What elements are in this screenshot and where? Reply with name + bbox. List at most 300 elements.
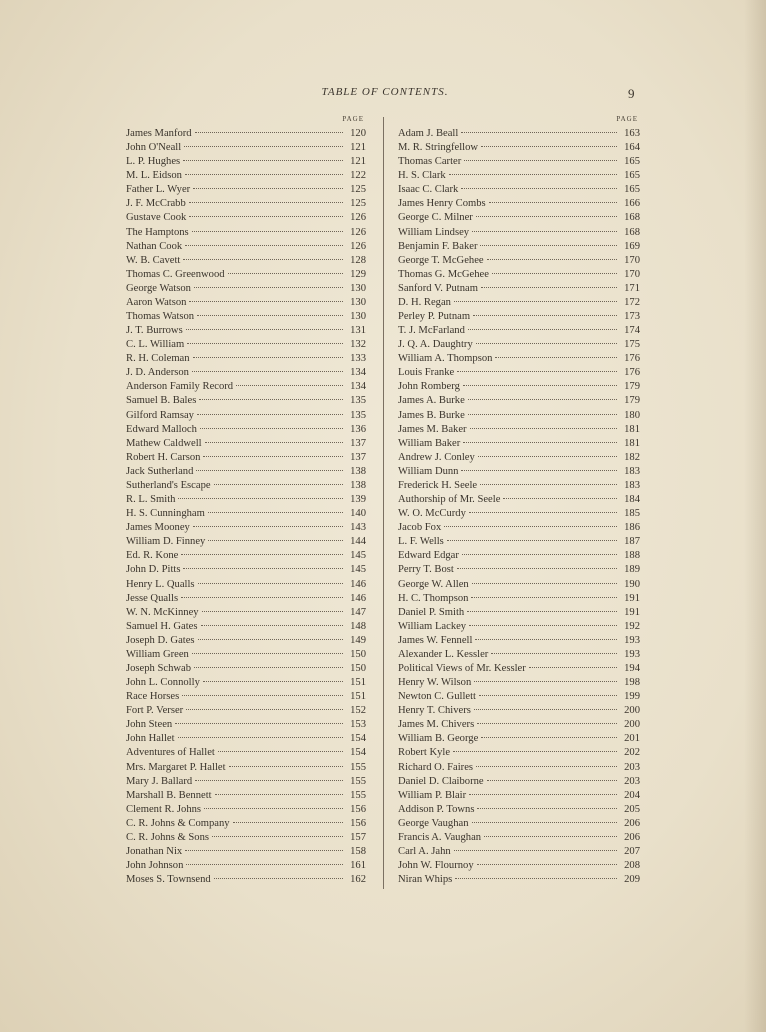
toc-entry bbox=[398, 732, 640, 746]
toc-entry-page: 171 bbox=[624, 282, 640, 294]
toc-entry-page: 138 bbox=[350, 479, 366, 491]
toc-entry-title: Nathan Cook bbox=[126, 240, 183, 252]
toc-entry-page: 169 bbox=[624, 240, 640, 252]
toc-entry-title: William A. Thompson bbox=[398, 353, 493, 365]
dot-leader bbox=[484, 836, 617, 837]
dot-leader bbox=[181, 597, 343, 598]
toc-entry bbox=[398, 394, 640, 408]
toc-entry-page: 120 bbox=[350, 128, 366, 139]
toc-entry bbox=[126, 141, 366, 155]
toc-entry-page: 176 bbox=[624, 367, 640, 379]
toc-entry-title: William Baker bbox=[398, 437, 461, 449]
toc-entry-page: 164 bbox=[624, 142, 640, 154]
toc-entry bbox=[398, 873, 640, 887]
toc-entry-page: 176 bbox=[624, 353, 640, 365]
toc-entry-title: Thomas C. Greenwood bbox=[126, 268, 225, 280]
toc-entry bbox=[398, 324, 640, 338]
toc-entry-title: William Green bbox=[126, 648, 189, 660]
toc-entry bbox=[126, 310, 366, 324]
dot-leader bbox=[185, 850, 343, 851]
toc-entry-page: 168 bbox=[624, 226, 640, 238]
toc-entry-title: Sanford V. Putnam bbox=[398, 282, 478, 294]
toc-entry-title: James M. Baker bbox=[398, 423, 467, 435]
toc-entry-page: 152 bbox=[350, 705, 366, 717]
toc-entry-title: James Manford bbox=[126, 128, 192, 139]
toc-entry-title: J. Q. A. Daughtry bbox=[398, 339, 473, 351]
toc-entry-page: 135 bbox=[350, 409, 366, 421]
toc-entry bbox=[398, 521, 640, 535]
toc-entry bbox=[398, 169, 640, 183]
toc-entry-page: 206 bbox=[624, 831, 640, 843]
toc-entry-title: George Watson bbox=[126, 282, 191, 294]
toc-entry-page: 208 bbox=[624, 860, 640, 872]
dot-leader bbox=[203, 681, 343, 682]
dot-leader bbox=[468, 399, 617, 400]
toc-entry bbox=[126, 423, 366, 437]
toc-entry-title: W. B. Cavett bbox=[126, 254, 181, 266]
toc-entry bbox=[126, 324, 366, 338]
toc-entry-page: 186 bbox=[624, 522, 640, 534]
dot-leader bbox=[229, 766, 343, 767]
dot-leader bbox=[447, 540, 617, 541]
toc-entry bbox=[398, 549, 640, 563]
toc-entry-page: 200 bbox=[624, 705, 640, 717]
toc-entry-title: Addison P. Towns bbox=[398, 803, 475, 815]
toc-entry-page: 202 bbox=[624, 747, 640, 759]
dot-leader bbox=[198, 639, 343, 640]
toc-entry-page: 188 bbox=[624, 550, 640, 562]
toc-entry-page: 139 bbox=[350, 494, 366, 506]
toc-entry-page: 205 bbox=[624, 803, 640, 815]
toc-entry bbox=[398, 352, 640, 366]
dot-leader bbox=[477, 723, 617, 724]
toc-entry bbox=[398, 845, 640, 859]
toc-entry bbox=[126, 592, 366, 606]
toc-entry-title: Carl A. Jahn bbox=[398, 845, 451, 857]
toc-entry-title: Mary J. Ballard bbox=[126, 775, 193, 787]
toc-entry-title: Aaron Watson bbox=[126, 296, 187, 308]
toc-entry-title: Thomas Watson bbox=[126, 311, 195, 323]
toc-entry-title: Edward Edgar bbox=[398, 550, 459, 562]
toc-entry bbox=[126, 789, 366, 803]
dot-leader bbox=[194, 287, 343, 288]
toc-entry-page: 151 bbox=[350, 691, 366, 703]
toc-entry bbox=[126, 859, 366, 873]
toc-entry-page: 145 bbox=[350, 564, 366, 576]
dot-leader bbox=[189, 202, 343, 203]
toc-entry bbox=[398, 183, 640, 197]
toc-entry bbox=[126, 690, 366, 704]
page-edge-shadow bbox=[744, 0, 766, 1032]
toc-entry-page: 192 bbox=[624, 620, 640, 632]
dot-leader bbox=[457, 371, 617, 372]
toc-entry-page: 184 bbox=[624, 494, 640, 506]
toc-entry-page: 131 bbox=[350, 325, 366, 337]
toc-entry bbox=[126, 817, 366, 831]
toc-entry-title: William D. Finney bbox=[126, 536, 206, 548]
toc-entry-title: R. L. Smith bbox=[126, 494, 176, 506]
toc-entry-page: 165 bbox=[624, 170, 640, 182]
toc-entry-title: Samuel H. Gates bbox=[126, 620, 198, 632]
toc-entry bbox=[126, 831, 366, 845]
dot-leader bbox=[178, 498, 343, 499]
toc-entry-page: 206 bbox=[624, 817, 640, 829]
toc-entry bbox=[398, 704, 640, 718]
toc-entry-title: John O'Neall bbox=[126, 142, 182, 154]
toc-entry-title: Andrew J. Conley bbox=[398, 451, 475, 463]
page-column-label: PAGE bbox=[342, 115, 364, 123]
toc-entry-page: 156 bbox=[350, 817, 366, 829]
dot-leader bbox=[468, 414, 617, 415]
dot-leader bbox=[477, 808, 617, 809]
dot-leader bbox=[185, 245, 343, 246]
toc-entry-title: Benjamin F. Baker bbox=[398, 240, 478, 252]
dot-leader bbox=[212, 836, 343, 837]
dot-leader bbox=[444, 526, 617, 527]
toc-entry bbox=[398, 578, 640, 592]
dot-leader bbox=[218, 751, 343, 752]
toc-entry-page: 137 bbox=[350, 451, 366, 463]
dot-leader bbox=[471, 597, 617, 598]
dot-leader bbox=[477, 864, 617, 865]
dot-leader bbox=[469, 625, 617, 626]
toc-entry bbox=[126, 746, 366, 760]
dot-leader bbox=[454, 850, 617, 851]
toc-entry bbox=[126, 535, 366, 549]
toc-entry-title: J. D. Anderson bbox=[126, 367, 189, 379]
toc-entry-page: 172 bbox=[624, 296, 640, 308]
toc-column-left bbox=[126, 115, 366, 887]
toc-entry-title: Clement R. Johns bbox=[126, 803, 202, 815]
page-title: TABLE OF CONTENTS. bbox=[321, 86, 449, 98]
toc-entry-title: John Johnson bbox=[126, 860, 184, 872]
toc-entry bbox=[398, 127, 640, 141]
dot-leader bbox=[194, 667, 343, 668]
toc-entry-page: 175 bbox=[624, 339, 640, 351]
toc-entry bbox=[398, 310, 640, 324]
toc-entry bbox=[398, 254, 640, 268]
toc-entry-page: 145 bbox=[350, 550, 366, 562]
toc-entry bbox=[126, 563, 366, 577]
toc-entry bbox=[398, 648, 640, 662]
toc-entry-page: 140 bbox=[350, 508, 366, 520]
dot-leader bbox=[208, 512, 343, 513]
toc-entry-title: John Hallet bbox=[126, 733, 175, 745]
toc-entry bbox=[398, 634, 640, 648]
dot-leader bbox=[236, 385, 343, 386]
toc-entry bbox=[126, 507, 366, 521]
toc-entry-title: James B. Burke bbox=[398, 409, 465, 421]
dot-leader bbox=[204, 808, 343, 809]
toc-entry-title: Political Views of Mr. Kessler bbox=[398, 662, 526, 674]
toc-entry-title: R. H. Coleman bbox=[126, 353, 190, 365]
toc-entry bbox=[126, 169, 366, 183]
toc-entry bbox=[126, 155, 366, 169]
toc-entry-page: 147 bbox=[350, 606, 366, 618]
toc-entry-title: Perley P. Putnam bbox=[398, 311, 471, 323]
toc-column-right bbox=[398, 115, 640, 887]
toc-entry bbox=[398, 718, 640, 732]
toc-entry-page: 125 bbox=[350, 198, 366, 210]
toc-entry bbox=[126, 197, 366, 211]
toc-entry-title: John Steen bbox=[126, 719, 173, 731]
toc-entry-page: 151 bbox=[350, 677, 366, 689]
toc-entry-page: 193 bbox=[624, 634, 640, 646]
toc-entry-page: 130 bbox=[350, 282, 366, 294]
toc-entry bbox=[398, 338, 640, 352]
toc-entry-page: 165 bbox=[624, 184, 640, 196]
toc-entry-page: 146 bbox=[350, 578, 366, 590]
toc-entry bbox=[398, 817, 640, 831]
page-number: 9 bbox=[628, 86, 635, 101]
toc-entry bbox=[398, 563, 640, 577]
toc-entry-page: 203 bbox=[624, 775, 640, 787]
toc-entry-page: 144 bbox=[350, 536, 366, 548]
dot-leader bbox=[215, 794, 343, 795]
dot-leader bbox=[195, 780, 343, 781]
toc-entry-title: Jack Sutherland bbox=[126, 465, 194, 477]
toc-entry bbox=[398, 746, 640, 760]
toc-entry-title: Adam J. Beall bbox=[398, 128, 459, 139]
toc-entry-title: W. O. McCurdy bbox=[398, 508, 466, 520]
dot-leader bbox=[455, 878, 617, 879]
dot-leader bbox=[476, 343, 617, 344]
dot-leader bbox=[467, 611, 617, 612]
toc-entry-title: James W. Fennell bbox=[398, 634, 473, 646]
toc-entry bbox=[126, 380, 366, 394]
dot-leader bbox=[175, 723, 343, 724]
toc-entry bbox=[126, 254, 366, 268]
dot-leader bbox=[178, 737, 343, 738]
toc-entry bbox=[126, 732, 366, 746]
toc-entry-page: 185 bbox=[624, 508, 640, 520]
toc-entry-title: George C. Milner bbox=[398, 212, 473, 224]
dot-leader bbox=[186, 329, 343, 330]
toc-entry-title: Francis A. Vaughan bbox=[398, 831, 482, 843]
dot-leader bbox=[457, 568, 617, 569]
toc-entry bbox=[126, 761, 366, 775]
toc-entry bbox=[398, 479, 640, 493]
toc-entry-page: 181 bbox=[624, 437, 640, 449]
toc-entry bbox=[126, 479, 366, 493]
toc-entry bbox=[398, 423, 640, 437]
dot-leader bbox=[472, 583, 617, 584]
toc-entry-title: The Hamptons bbox=[126, 226, 189, 238]
toc-entry-page: 204 bbox=[624, 789, 640, 801]
toc-entry-title: Jonathan Nix bbox=[126, 845, 183, 857]
toc-entry-title: Gustave Cook bbox=[126, 212, 187, 224]
toc-entry-title: John Romberg bbox=[398, 381, 460, 393]
toc-entry bbox=[126, 493, 366, 507]
toc-entry-page: 128 bbox=[350, 254, 366, 266]
toc-entry bbox=[398, 535, 640, 549]
toc-entry-page: 209 bbox=[624, 874, 640, 886]
toc-entry bbox=[398, 282, 640, 296]
toc-entry-title: Authorship of Mr. Seele bbox=[398, 494, 501, 506]
toc-entry bbox=[398, 662, 640, 676]
toc-entry bbox=[398, 451, 640, 465]
toc-entry bbox=[126, 845, 366, 859]
dot-leader bbox=[454, 301, 617, 302]
toc-entry bbox=[126, 775, 366, 789]
toc-entry-title: H. S. Clark bbox=[398, 170, 446, 182]
toc-entry bbox=[126, 634, 366, 648]
toc-entry-title: Mrs. Margaret P. Hallet bbox=[126, 761, 226, 773]
dot-leader bbox=[461, 132, 617, 133]
toc-entry-title: George Vaughan bbox=[398, 817, 469, 829]
toc-entry bbox=[126, 183, 366, 197]
toc-entry-page: 162 bbox=[350, 874, 366, 886]
toc-entry-page: 137 bbox=[350, 437, 366, 449]
dot-leader bbox=[214, 878, 343, 879]
toc-entry-title: Sutherland's Escape bbox=[126, 479, 211, 491]
dot-leader bbox=[197, 414, 343, 415]
toc-entry-title: Henry W. Wilson bbox=[398, 677, 472, 689]
toc-entry-page: 187 bbox=[624, 536, 640, 548]
toc-entry-title: Gilford Ramsay bbox=[126, 409, 194, 421]
dot-leader bbox=[203, 456, 343, 457]
dot-leader bbox=[480, 484, 617, 485]
toc-entry-page: 163 bbox=[624, 128, 640, 139]
toc-entry-title: J. F. McCrabb bbox=[126, 198, 186, 210]
toc-entry-title: John W. Flournoy bbox=[398, 860, 474, 872]
dot-leader bbox=[228, 273, 343, 274]
toc-entry-page: 130 bbox=[350, 296, 366, 308]
toc-entry-page: 126 bbox=[350, 226, 366, 238]
toc-entry-title: Samuel B. Bales bbox=[126, 395, 197, 407]
dot-leader bbox=[491, 653, 617, 654]
toc-entry-title: M. L. Eidson bbox=[126, 170, 182, 182]
toc-entry bbox=[126, 578, 366, 592]
toc-entry-title: Niran Whips bbox=[398, 874, 453, 886]
dot-leader bbox=[472, 822, 617, 823]
dot-leader bbox=[197, 315, 343, 316]
dot-leader bbox=[481, 146, 617, 147]
toc-entry-title: George T. McGehee bbox=[398, 254, 484, 266]
toc-entry-title: Thomas Carter bbox=[398, 156, 462, 168]
dot-leader bbox=[185, 174, 343, 175]
dot-leader bbox=[214, 484, 343, 485]
dot-leader bbox=[474, 681, 617, 682]
toc-entry-page: 183 bbox=[624, 465, 640, 477]
toc-entry bbox=[126, 718, 366, 732]
toc-entry-title: Henry L. Qualls bbox=[126, 578, 195, 590]
toc-entry-page: 189 bbox=[624, 564, 640, 576]
toc-entry-page: 148 bbox=[350, 620, 366, 632]
dot-leader bbox=[193, 188, 343, 189]
toc-entry-page: 135 bbox=[350, 395, 366, 407]
toc-entry-page: 130 bbox=[350, 311, 366, 323]
toc-entry bbox=[398, 493, 640, 507]
toc-entry-title: Alexander L. Kessler bbox=[398, 648, 489, 660]
toc-entry bbox=[398, 268, 640, 282]
toc-entry bbox=[126, 226, 366, 240]
dot-leader bbox=[475, 639, 617, 640]
dot-leader bbox=[463, 442, 617, 443]
toc-entry bbox=[398, 803, 640, 817]
toc-entry-title: M. R. Stringfellow bbox=[398, 142, 479, 154]
toc-entry-title: William Dunn bbox=[398, 465, 459, 477]
dot-leader bbox=[487, 259, 617, 260]
toc-entry-page: 146 bbox=[350, 592, 366, 604]
toc-entry-title: Marshall B. Bennett bbox=[126, 789, 212, 801]
toc-entry-page: 203 bbox=[624, 761, 640, 773]
toc-entry-title: Ed. R. Kone bbox=[126, 550, 179, 562]
toc-entry-title: Fort P. Verser bbox=[126, 705, 184, 717]
toc-entry-page: 201 bbox=[624, 733, 640, 745]
toc-entry-title: Jacob Fox bbox=[398, 522, 442, 534]
toc-entry-title: C. L. William bbox=[126, 339, 185, 351]
toc-entry-title: James Mooney bbox=[126, 522, 190, 534]
dot-leader bbox=[208, 540, 343, 541]
toc-entry-page: 157 bbox=[350, 831, 366, 843]
toc-entry-title: Anderson Family Record bbox=[126, 381, 234, 393]
dot-leader bbox=[464, 160, 617, 161]
dot-leader bbox=[183, 568, 343, 569]
toc-entry-title: T. J. McFarland bbox=[398, 325, 465, 337]
page-column-label: PAGE bbox=[616, 115, 638, 123]
toc-entry-page: 173 bbox=[624, 311, 640, 323]
toc-entry-page: 125 bbox=[350, 184, 366, 196]
toc-entry bbox=[398, 240, 640, 254]
toc-entry-page: 166 bbox=[624, 198, 640, 210]
toc-entry bbox=[398, 789, 640, 803]
dot-leader bbox=[479, 695, 617, 696]
dot-leader bbox=[480, 245, 617, 246]
dot-leader bbox=[495, 357, 617, 358]
toc-entry-title: Thomas G. McGehee bbox=[398, 268, 489, 280]
dot-leader bbox=[202, 611, 343, 612]
toc-entry-page: 126 bbox=[350, 212, 366, 224]
toc-entry-title: Robert Kyle bbox=[398, 747, 451, 759]
toc-entry-page: 179 bbox=[624, 381, 640, 393]
toc-entry-title: John L. Connolly bbox=[126, 677, 200, 689]
dot-leader bbox=[184, 146, 343, 147]
toc-entry bbox=[398, 465, 640, 479]
dot-leader bbox=[503, 498, 617, 499]
toc-entry bbox=[126, 282, 366, 296]
toc-entry-page: 194 bbox=[624, 662, 640, 674]
toc-entry-page: 122 bbox=[350, 170, 366, 182]
toc-entry-page: 161 bbox=[350, 860, 366, 872]
toc-entry bbox=[126, 451, 366, 465]
dot-leader bbox=[192, 371, 343, 372]
toc-entry-title: Henry T. Chivers bbox=[398, 705, 471, 717]
dot-leader bbox=[481, 287, 617, 288]
toc-entry-title: Perry T. Bost bbox=[398, 564, 454, 576]
toc-entry-page: 170 bbox=[624, 268, 640, 280]
toc-entry-page: 191 bbox=[624, 592, 640, 604]
dot-leader bbox=[469, 794, 617, 795]
toc-entry bbox=[126, 437, 366, 451]
toc-entry-title: L. F. Wells bbox=[398, 536, 444, 548]
dot-leader bbox=[469, 512, 617, 513]
toc-entry-page: 200 bbox=[624, 719, 640, 731]
toc-entry-title: William P. Blair bbox=[398, 789, 467, 801]
toc-entry-page: 174 bbox=[624, 325, 640, 337]
toc-entry bbox=[126, 268, 366, 282]
dot-leader bbox=[193, 526, 343, 527]
toc-entry bbox=[398, 211, 640, 225]
toc-entry-title: Joseph Schwab bbox=[126, 662, 192, 674]
toc-entry-page: 154 bbox=[350, 747, 366, 759]
toc-entry-page: 180 bbox=[624, 409, 640, 421]
dot-leader bbox=[481, 737, 617, 738]
toc-entry bbox=[398, 761, 640, 775]
toc-entry-title: Mathew Caldwell bbox=[126, 437, 202, 449]
toc-entry bbox=[126, 465, 366, 479]
toc-entry-title: C. R. Johns & Sons bbox=[126, 831, 210, 843]
